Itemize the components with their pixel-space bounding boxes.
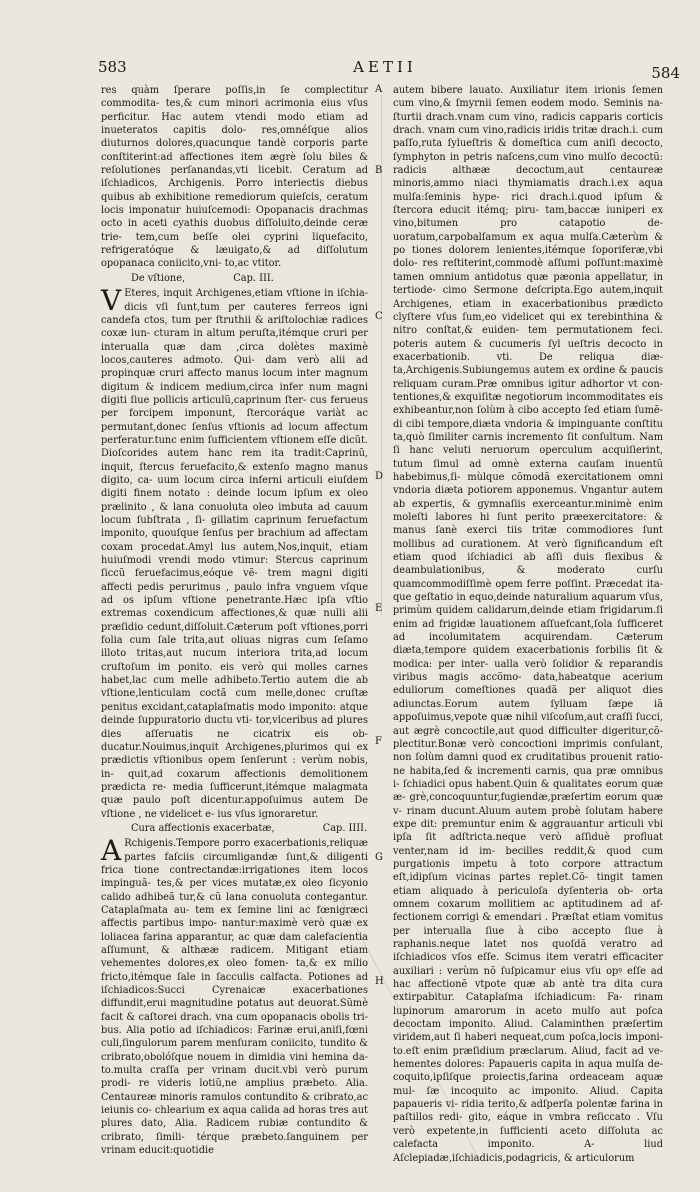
page-header [90, 58, 680, 82]
running-title: AETII [353, 58, 417, 76]
left-paragraph-3 [101, 834, 368, 1157]
section-heading-cura [101, 822, 368, 835]
drop-cap: V [101, 284, 122, 318]
margin-marker-d: D [375, 471, 384, 482]
chapter-number: Cap. III. [233, 272, 274, 284]
right-page-number: 584 [651, 64, 680, 82]
right-paragraph-1: autem bibere lauato. Auxiliatur item irionis ſemen cum vino,& ſmyrnii ſemen eodem modo. Seminis na- ſturtii drach.vnam cum vino, radicis capparis corticis drach. vnam cum vino,radicis iridis tritæ drach.i. cum paſſo,ruta ſylueſtris & domeſtica cum aniſi decocto, ſymphyton in petris naſcens,cum vino mulſo decoctũ: radicis althææ decoctum,aut centaureæ minoris,ammo niaci thymiamatis drach.i.ex aqua mulſa:ſeminis hype- rici drach.i.quod ipſum & ſtercora educit itémq; piru- tam,baccæ iuniperi ex vino,bitumen pro catapotio de- uoratum,carpobalſamum ex aqua mulſa.Cæterùm & po tiones dolorem lenientes,itémque ſoporiferæ,vbi dolo- res reſtiterint,commodè aſſumi poſſunt:maximè tamen omnium antidotus quæ pæonia appellatur, in tertiode- cimo Sermone deſcripta.Ego autem,inquit Archigenes, etiam in exacerbationibus prædicto clyſtere vſus ſum,eo videlicet qui ex terebinthina & nitro conſtat,& euiden- tem permutationem feci. poteris autem & cucumeris ſyl ueſtris decocto in exacerbationib. vti. De reliqua diæ- ta,Archigenis.Subiungemus autem ex ordine & paucis reliquam curam.Præ omnibus igitur adhortor vt con- tentiones,& exquiſitæ negotiorum incommoditates eis exhibeantur,non ſolùm à cibo accepto ſed etiam ſumẽ- di cibi tempore,diæta vndoria & impinguante conſtitu ta,quò ſimiliter carnis incremento ſit conſultum. Nam ſi hanc veluti neruorum operculum acquiſierint, tutum ſimul ad omnè externa cauſam inuentũ habebimus,ſi- mùlque cõmodã exercitationem omni vndoria diæta potiorem apponemus. Vngantur autem ab expertis, & gymnaſiis exerceantur.minimè enim moleſti labores hi ſunt perito præexercitatore: & manus ſanè exerci tiis tritæ commodiores ſunt mollibus ad curationem. At verò ſignificandum eſt etiam quod iſchiadici ab aſſi duis flexibus & deambulationibus, & moderato curſu quamcommodiſſimè opem ferre poſſint. Præcedat ita- que geſtatio in equo,deinde naturalium aquarum vſus, primùm quidem calidarum,deinde etiam frigidarum.ſi enim ad frigidæ lauationem aſſuefcant,ſola ſufficeret ad incolumitatem acquirendam. Cæterum diæta,tempore quidem exacerbationis forbilis ſit & modica: per inter- ualla verò ſolidior & reparandis viribus magis accõmo- data,habeatque acerium eduliorum comeſtiones quadã per aliquot dies adiunctas.Eorum autem ſylluam ſæpe iã appoſuimus,vepote quæ nihil viſcoſum,aut craſſi ſucci, aut ægrè concoctile,aut quod difficulter digeritur,cõ- plectitur.Bonæ verò concoctioni imprimis conſulant, non ſolùm damni quod ex cruditatibus prouenit ratio- ne habita,ſed & incrementi carnis, qua præ omnibus i- ſchiadici opus habent.Quin & qualitates eorum quæ æ- grè,concoquuntur,fugiendæ,præſertim eorum quæ v- rinam ducunt.Aluum autem probè ſolutam habere expe dit: premuntur enim & aggrauantur articuli vbi ipſa ſit adſtricta.neque verò aſſiduè profluat venter,nam id im- becilles reddit,& quod cum purgationis impetu à toto corpore attractum eſt,idipſum vicinas partes replet.Cõ- tingit tamen etiam aliquado à periculoſa dyſenteria ob- orta omnem coxarum mollitiem ac aptitudinem ad af- fectionem corrigi & emendari . Præſtat etiam vomitus per interualla ſiue à cibo accepto ſiue à raphanis.neque latet nos quoſdã veratro ad iſchiadicos vſos eſſe. Scimus item veratri efficaciter auxiliari : verùm nõ ſuſpicamur eius vſu opꝰ eſſe ad hac affectionẽ vtpote quæ ab antè tra dita cura extirpabitur. Cataplaſma iſchiadicum: Fa- rinam lupinorum amarorum in aceto mulſo aut poſca decoctam imponito. Aliud. Calaminthen præſertim viridem,aut ſi haberi nequeat,cum poſca,locis imponi- to.eſt enim præſidium præclarum. Aliud, facit ad ve- hementes dolores: Papaueris capita in aqua mulſa de- coquito,ipſiſque proiectis,farina ordeaceam aquæ mul- ſæ incoquito ac imponito. Aliud. Capita papaueris vi- ridia terito,& adſperſa polentæ farina in paſtillos redi- gito, eáque in vmbra reſiccato . Vſu verò expetente,in ſufficienti aceto diſſoluta ac calefacta imponito. A- liud Aſclepiadæ,iſchiadicis,podagricis, & articulorum [393, 85, 663, 1164]
margin-marker-h: H [375, 976, 384, 987]
paragraph-text: Eteres, inquit Archigenes,etiam vſtione in iſchia- dicis vſi ſunt,tum per cauteres ferreos igni candefa ctos, tum per ſtruthii & ariſtolochiæ radices coxæ iun- cturam in altum peruſta,itémque cruri per interualla quæ dam ,circa dolètes maximè locos,cauteres admoto. Qui- dam verò alii ad propinquæ cruri affecto manus locum inter magnum digitum & indicem medium,circa infer num magni digiti ſiue pollicis articulũ,caprinum ſter- cus ferueus per forcipem imponunt, ſtercoráque variàt ac permutant,donec ſenſus vſtionis ad locum affectum perferatur.tunc enim ſufficientem vſtionem eſſe dicũt. Dioſcorides autem hanc rem ita tradit:Caprinũ, inquit, ſtercus feruefacito,& extenſo magno manus digito, ca- uum locum circa inferni articuli eiuſdem digiti finem notato : deinde locum ipſum ex oleo prælinito , & lana conuoluta oleo imbuta ad cauum locum ſubſtrata , ſi- gillatim caprinum feruefactum imponito, quouſque ſenſus per brachium ad affectam coxam procedat.Amyl lus autem,Nos,inquit, etiam huiuſmodi vrendi modo vtimur: Stercus caprinum ſiccũ feruefacimus,eóque vẽ- trem magni digiti affecti pedis perurimus , paulo infra vnguem vſque ad os ipſum vſtione penetrante.Hæc ipſa vſtio extremas coxendicum affectiones,& quæ nulli alii præſidio cedunt,diſſoluit.Cæterum poſt vſtiones,porri folia cum ſale trita,aut oliuas nigras cum ſeſamo illoto tritas,aut nucum interiora trita,ad locum cruſtoſum im ponito. eis verò qui molles carnes habet,lac cum melle adhibeto.Tertio autem die ab vſtione,lenticulam coctã cum melle,donec cruſtæ penitus excidant,cataplaſmatis modo imponito: atque deinde ſuppuratorio ductu vti- tor,vlceribus ad plures dies aſſeruatis ne cicatrix eis ob- ducatur.Nouimus,inquit Archigenes,plurimos qui ex prædictis vſtionibus opem ſenſerunt : verùm nobis, in- quit,ad coxarum affectionis demolitionem prædicta re- media ſufficerunt,itémque malagmata quæ paulo poſt dicentur.appoſuimus autem De vſtione , ne videlicet e- ius vſus ignoraretur. [101, 288, 368, 820]
left-page-number: 583 [98, 58, 127, 76]
left-paragraph-2 [101, 284, 368, 821]
section-title: Cura affectionis exacerbatæ, [131, 822, 275, 834]
left-paragraph-1: res quàm ſperare poſſis,in ſe complectitur commodita- tes,& cum minori acrimonia eius vſus perficitur. Hac autem vtendi modo etiam ad inueteratos capitis dolo- res,omnéſque alios diuturnos dolores,quacunque tandè corporis parte conſtiterint:ad affectiones item ægrè ſolu biles & reſolutiones perſanandas,vti licebit. Ceratum ad iſchiadicos, Archigenis. Porro interiectis diebus quibus ab exhibitione remediorum quieſcis, ceratum locis imponatur huiuſcemodi: Opopanacis drachmas octo in aceti cyathis duobus diſſoluito,deinde ceræ trie- tem,cum beſſe olei cyprini liquefacito, refrigeratóque & læuigato,& ad diſſolutum opopanaca coniicito,vni- to,ac vtitor. [101, 85, 368, 270]
margin-marker-a: A [375, 84, 383, 95]
margin-marker-f: F [375, 736, 382, 747]
chapter-number: Cap. IIII. [322, 822, 368, 834]
section-title: De vſtione, [131, 272, 186, 284]
drop-cap: A [101, 834, 122, 868]
paragraph-text: Rchigenis.Tempore porro exacerbationis,reliquæ partes faſciis circumligandæ ſunt,& diligenti frica tione contrectandæ:irrigationes item locos impinguã- tes,& per vices mutatæ,ex oleo ſicyonio calido adhibeã tur,& cũ lana conuoluta contegantur. Cataplaſmata au- tem ex ſemine lini ac fœnigræci affectis partibus impo- nantur:maximè verò quæ ex loliacea farina apparantur, ac quæ dam calefacientia aſſumunt, & althææ radicem. Mitigant etiam vehementes dolores,ex oleo fomen- ta,& ex milio fricto,itémque ſale in ſacculis calfacta. Potiones ad iſchiadicos:Succi Cyrenaicæ exacerbationes diffundit,erui magnitudine potatus aut deuorat.Sũmè facit & caſtorei drach. vna cum opopanacis obolis tri- bus. Alia potio ad iſchiadicos: Farinæ erui,aniſi,fœni culi,ſingulorum parem menſuram coniicito, tundito & cribrato,obolóſque nouem in dimidia vini hemina da- to.multa craſſa per vrinam ducit.vbi verò purum prodi- re videris lotiũ,ne amplius præbeto. Alia. Centaureæ minoris ramulos contundito & cribrato,ac ieiunis co- chlearium ex aqua calida ad horas tres aut plures dato, Alia. Radicem rubiæ contundito & cribrato, ſimili- térque præbeto.ſanguinem per vrinam educit:quotidie [101, 838, 368, 1157]
left-column [101, 84, 368, 1158]
section-heading-de-vstione [101, 272, 368, 285]
margin-marker-c: C [375, 311, 383, 322]
margin-marker-e: E [375, 603, 383, 614]
margin-marker-b: B [375, 165, 383, 176]
margin-marker-g: G [375, 852, 383, 863]
